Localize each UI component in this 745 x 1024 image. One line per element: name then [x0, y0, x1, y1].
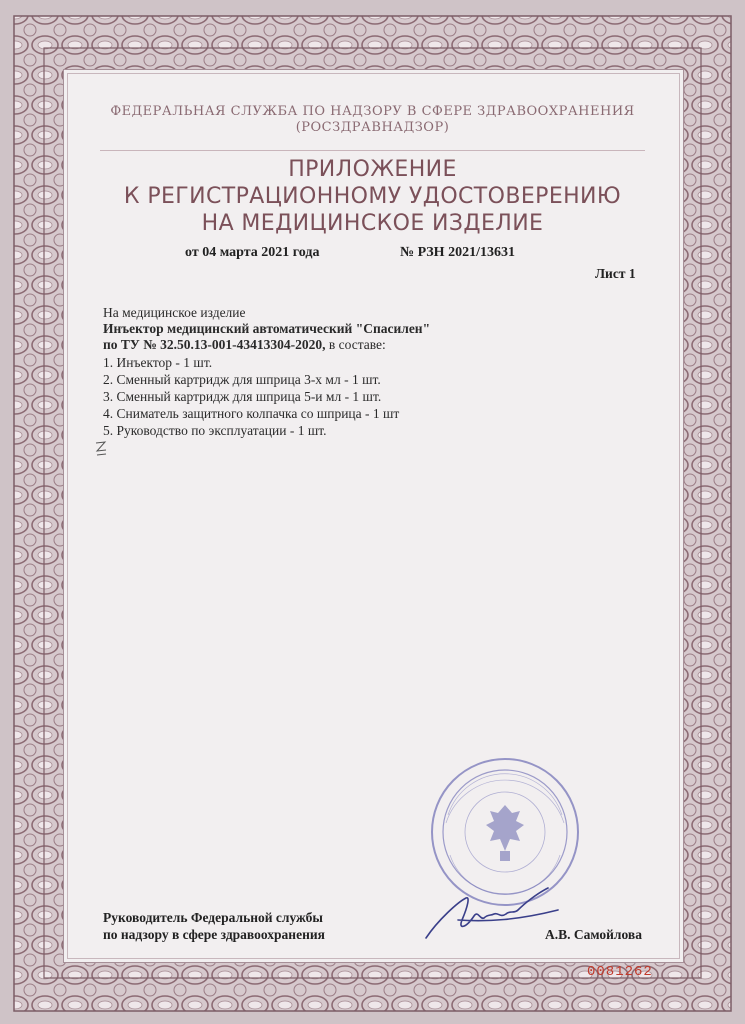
title-line-3: НА МЕДИЦИНСКОЕ ИЗДЕЛИЕ — [201, 211, 544, 236]
agency-name: ФЕДЕРАЛЬНАЯ СЛУЖБА ПО НАДЗОРУ В СФЕРЕ ЗДРАВООХРАНЕНИЯ — [110, 104, 635, 119]
list-item: 2. Сменный картридж для шприца 3-х мл - 1 шт. — [103, 372, 381, 387]
product-name — [103, 321, 430, 337]
spec-code: по ТУ № 32.50.13-001-43413304-2020, — [103, 337, 326, 352]
header-divider — [100, 150, 645, 151]
list-item: 4. Сниматель защитного колпачка со шприца - 1 шт — [103, 406, 400, 421]
registration-number: № РЗН 2021/13631 — [400, 245, 515, 260]
sheet-number: Лист 1 — [595, 266, 636, 281]
list-item: 1. Инъектор - 1 шт. — [103, 355, 213, 370]
agency-abbr: (РОСЗДРАВНАДЗОР) — [295, 120, 450, 135]
intro-text: На медицинское изделие — [103, 305, 246, 320]
signatory-name: А.В. Самойлова — [545, 927, 642, 942]
serial-number: 0081262 — [587, 964, 653, 980]
position-title-1: Руководитель Федеральной службы — [103, 910, 323, 925]
list-item: 3. Сменный картридж для шприца 5-и мл - 1 шт. — [103, 389, 382, 404]
z-strike-mark — [94, 440, 108, 460]
spec-line — [103, 337, 386, 353]
issue-date: от 04 марта 2021 года — [185, 245, 320, 260]
list-item: 5. Руководство по эксплуатации - 1 шт. — [103, 423, 327, 438]
title-line-1: ПРИЛОЖЕНИЕ — [288, 157, 457, 182]
position-title-2: по надзору в сфере здравоохранения — [103, 927, 325, 942]
product-name-text: Инъектор медицинский автоматический "Спасилен" — [103, 321, 431, 336]
title-line-2: К РЕГИСТРАЦИОННОМУ УДОСТОВЕРЕНИЮ — [123, 184, 622, 209]
spec-suffix: в составе: — [325, 337, 386, 352]
